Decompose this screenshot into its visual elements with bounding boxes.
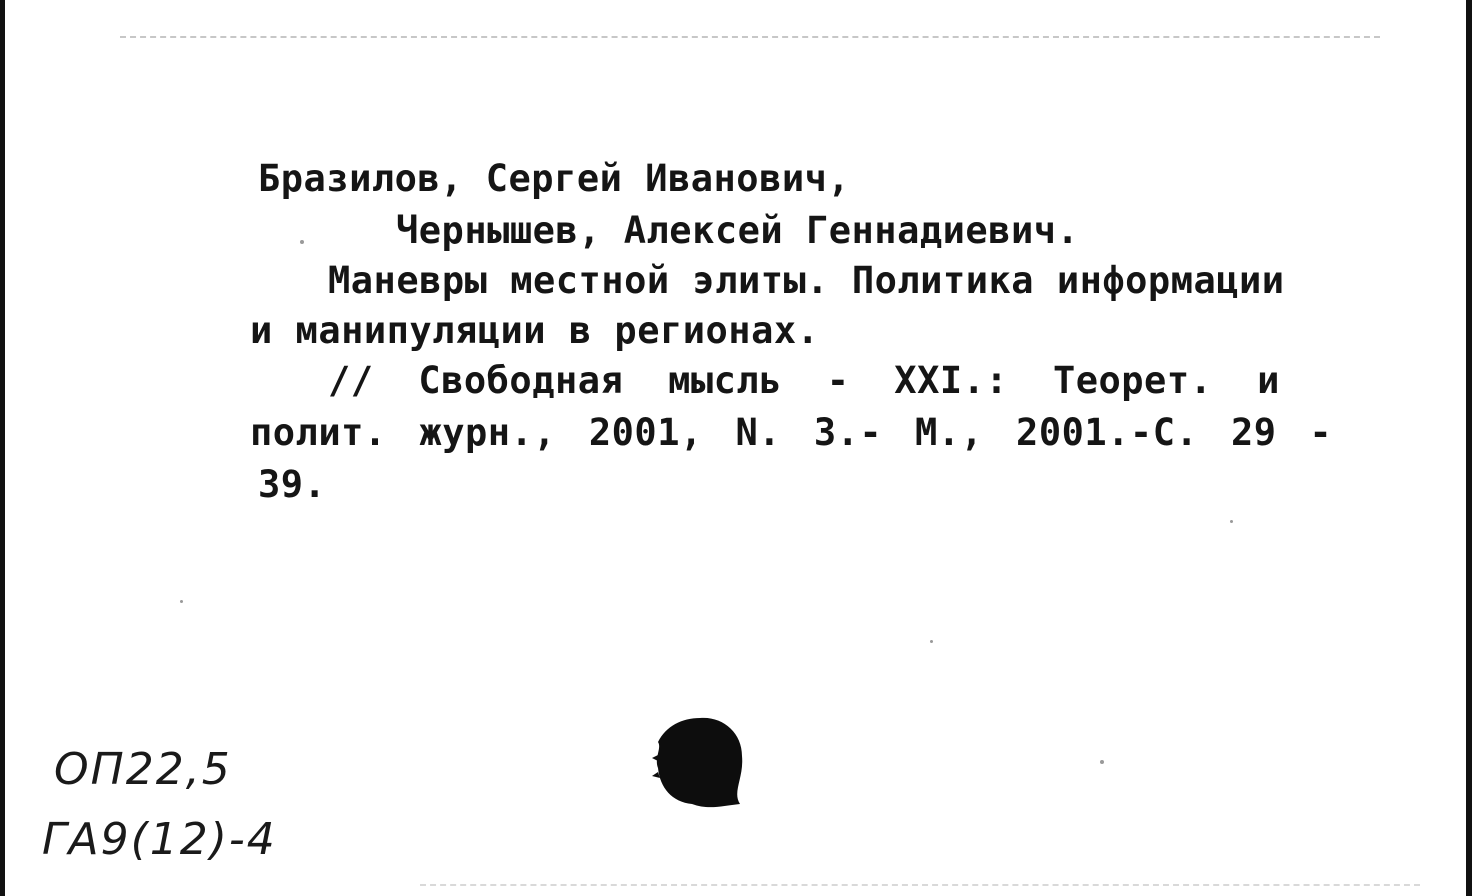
paper-speck xyxy=(1230,520,1233,523)
source-line-3: 39. xyxy=(258,463,327,506)
shelfmark-line-2: ГА9(12)-4 xyxy=(42,814,277,865)
paper-speck xyxy=(180,600,183,603)
source-line-1: // Свободная мысль - XXI.: Теорет. и xyxy=(328,359,1280,402)
card-bottom-rule xyxy=(420,884,1420,886)
shelfmark-line-1: ОП22,5 xyxy=(54,744,232,795)
source-line-2: полит. журн., 2001, N. 3.- М., 2001.-С. 29 - xyxy=(250,411,1333,454)
title-line-2: и манипуляции в регионах. xyxy=(250,309,820,352)
paper-speck xyxy=(930,640,933,643)
card-right-edge xyxy=(1466,0,1472,896)
paper-speck xyxy=(1100,760,1104,764)
title-line-1: Маневры местной элиты. Политика информации xyxy=(328,259,1285,302)
punch-hole xyxy=(652,712,748,812)
card-left-edge xyxy=(0,0,5,896)
paper-speck xyxy=(300,240,304,244)
author-line-1: Бразилов, Сергей Иванович, xyxy=(258,157,851,200)
card-top-rule xyxy=(120,36,1380,38)
author-line-2: Чернышев, Алексей Геннадиевич. xyxy=(396,209,1080,252)
